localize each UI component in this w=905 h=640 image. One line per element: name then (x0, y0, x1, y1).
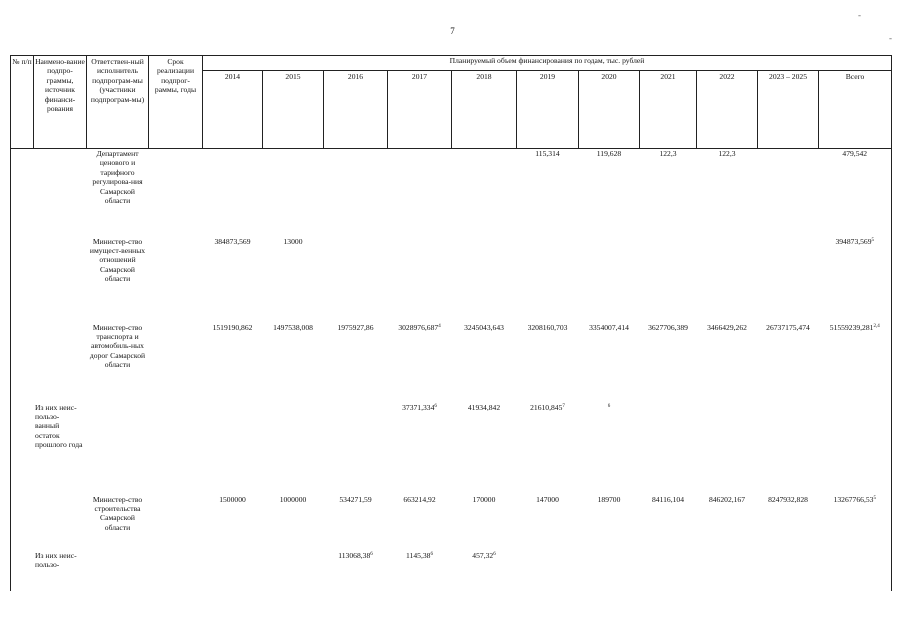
year-header: 2021 (640, 71, 697, 149)
value-cell (758, 149, 819, 237)
value-cell (324, 149, 388, 237)
value-cell (452, 403, 517, 495)
value-cell (640, 323, 697, 403)
value-cell (758, 403, 819, 495)
value-cell (579, 323, 640, 403)
row-term (149, 323, 203, 403)
value-cell (579, 237, 640, 323)
value-cell (263, 551, 324, 591)
scan-speck: - (889, 33, 892, 43)
value-cell (324, 495, 388, 551)
value-text: 1000000 (279, 494, 307, 504)
value-cell (640, 495, 697, 551)
row-term (149, 551, 203, 591)
page-number: 7 (450, 26, 455, 36)
value-cell (388, 551, 452, 591)
row-name (34, 323, 87, 403)
value-cell (697, 237, 758, 323)
scan-speck: - (858, 10, 861, 20)
value-text: 37371,334 (402, 402, 435, 412)
value-text: 663214,92 (403, 494, 436, 504)
value-cell (388, 323, 452, 403)
value-cell (697, 323, 758, 403)
value-cell (579, 495, 640, 551)
value-text: 13267766,53 (833, 494, 874, 504)
row-number (11, 323, 34, 403)
value-text: 534271,59 (339, 494, 372, 504)
value-text: 115,314 (535, 149, 560, 158)
value-cell (263, 237, 324, 323)
value-cell (697, 403, 758, 495)
value-text: 1145,38 (406, 550, 431, 560)
col-no-header: № п/п (11, 56, 34, 149)
footnote-mark: 6 (370, 551, 373, 557)
year-header: 2020 (579, 71, 640, 149)
year-header: 2015 (263, 71, 324, 149)
value-cell (758, 495, 819, 551)
value-text: 3208160,703 (527, 322, 568, 332)
row-responsible (87, 551, 149, 591)
value-cell (640, 403, 697, 495)
row-responsible: Министер-ство строительства Самарской области (92, 494, 143, 532)
row-name (34, 149, 87, 237)
row-responsible: Министер-ство транспорта и автомобиль-ных дорог Самарской области (89, 322, 146, 370)
footnote-mark: 2,4 (873, 323, 880, 329)
footnote-mark: 7 (562, 403, 565, 409)
value-cell (640, 149, 697, 237)
value-cell (203, 237, 263, 323)
value-text: 394873,569 (835, 236, 872, 246)
value-cell (203, 149, 263, 237)
value-cell (324, 237, 388, 323)
value-cell (452, 237, 517, 323)
value-cell (517, 149, 579, 237)
value-cell (517, 495, 579, 551)
value-cell (579, 149, 640, 237)
value-text: 13000 (283, 236, 303, 246)
row-number (11, 149, 34, 237)
value-cell (517, 237, 579, 323)
row-term (149, 403, 203, 495)
year-header: 2014 (203, 71, 263, 149)
value-cell (324, 403, 388, 495)
value-cell (758, 551, 819, 591)
footnote-mark: 4 (438, 323, 441, 329)
footnote-mark: 5 (871, 237, 875, 243)
value-text: 189700 (597, 494, 621, 504)
value-cell (203, 403, 263, 495)
table-row (11, 237, 892, 323)
table-row (11, 551, 892, 591)
row-number (11, 237, 34, 323)
year-header: Всего (819, 71, 892, 149)
value-text: 479,542 (842, 149, 868, 158)
row-term (149, 495, 203, 551)
value-text: 21610,845 (530, 402, 563, 412)
row-name (34, 495, 87, 551)
value-text: 1500000 (219, 494, 246, 504)
col-term-header: Срок реализации подпрог-раммы, годы (149, 56, 203, 149)
table-row (11, 403, 892, 495)
value-cell (203, 551, 263, 591)
row-term (149, 149, 203, 237)
value-text: 122,3 (659, 149, 677, 158)
value-text: 170000 (472, 494, 496, 504)
row-term (149, 237, 203, 323)
value-cell (517, 403, 579, 495)
table-row (11, 149, 892, 237)
table-row (11, 495, 892, 551)
value-cell (452, 149, 517, 237)
value-cell (517, 323, 579, 403)
value-text: 3354007,414 (589, 322, 629, 332)
value-cell (697, 551, 758, 591)
row-responsible (87, 403, 149, 495)
value-cell (203, 323, 263, 403)
value-cell (697, 149, 758, 237)
value-text: 1497538,008 (273, 322, 313, 332)
value-cell (388, 237, 452, 323)
value-text: 1519190,862 (212, 322, 253, 332)
value-cell (819, 495, 892, 551)
value-cell (388, 495, 452, 551)
value-cell (263, 495, 324, 551)
value-cell (640, 551, 697, 591)
year-header: 2017 (388, 71, 452, 149)
value-text: 846202,167 (708, 494, 746, 504)
value-cell (819, 149, 892, 237)
row-number (11, 495, 34, 551)
value-text: 147000 (536, 494, 559, 504)
col-plan-header: Планируемый объем финансирования по годам, тыс. рублей (203, 56, 892, 71)
value-cell (758, 237, 819, 323)
value-text: 113068,38 (338, 550, 371, 560)
year-header: 2019 (517, 71, 579, 149)
value-text: 3627706,389 (648, 322, 688, 332)
footnote-mark: 6 (430, 551, 433, 557)
value-text: 26737175,474 (766, 322, 810, 332)
value-cell (452, 323, 517, 403)
value-cell (263, 323, 324, 403)
value-text: 119,628 (596, 149, 622, 158)
value-text: 3466429,262 (707, 322, 747, 332)
row-name (34, 237, 87, 323)
value-cell (263, 149, 324, 237)
row-name: Из них неис-пользо- (11, 551, 87, 591)
year-header: 2018 (452, 71, 517, 149)
value-cell (758, 323, 819, 403)
value-text: 8247932,828 (768, 494, 808, 504)
year-header: 2022 (697, 71, 758, 149)
footnote-mark: 5 (873, 495, 876, 501)
year-header: 2016 (324, 71, 388, 149)
year-header: 2023 – 2025 (758, 71, 819, 149)
col-name-header: Наимено-вание подпро-граммы, источник финанси-рования (34, 56, 87, 149)
value-text: 41934,842 (467, 402, 501, 412)
value-text: 51559239,281 (829, 322, 874, 332)
value-cell (388, 149, 452, 237)
value-text: 457,32 (472, 550, 494, 560)
value-cell (640, 237, 697, 323)
value-cell (819, 323, 892, 403)
value-text: 3245043,643 (464, 322, 504, 332)
value-text: 3028976,687 (398, 322, 439, 332)
footnote-mark: 6 (493, 551, 496, 557)
row-responsible: Департамент ценового и тарифного регулирова-ния Самарской области (92, 149, 143, 206)
value-text: 122,3 (718, 149, 736, 158)
value-cell (263, 403, 324, 495)
value-cell (819, 237, 892, 323)
value-text: 84116,104 (652, 494, 684, 504)
value-cell (517, 551, 579, 591)
footnote-mark: 6 (434, 403, 437, 409)
row-name: Из них неис-пользо-ванный остаток прошлого года (11, 403, 87, 495)
value-cell (579, 551, 640, 591)
value-cell (697, 495, 758, 551)
value-text: 384873,569 (214, 236, 251, 246)
value-cell (819, 551, 892, 591)
value-cell (579, 403, 640, 495)
footnote-mark: 6 (607, 403, 611, 409)
col-resp-header: Ответствен-ный исполнитель подпрограм-мы (участники подпрограм-мы) (87, 56, 149, 149)
table-row (11, 323, 892, 403)
value-cell (452, 495, 517, 551)
row-responsible: Министер-ство имущест-венных отношений Самарской области (89, 236, 146, 284)
financing-table (10, 55, 892, 591)
value-cell (819, 403, 892, 495)
value-cell (324, 323, 388, 403)
value-cell (388, 403, 452, 495)
value-cell (324, 551, 388, 591)
value-cell (203, 495, 263, 551)
value-cell (452, 551, 517, 591)
value-text: 1975927,86 (337, 322, 374, 332)
